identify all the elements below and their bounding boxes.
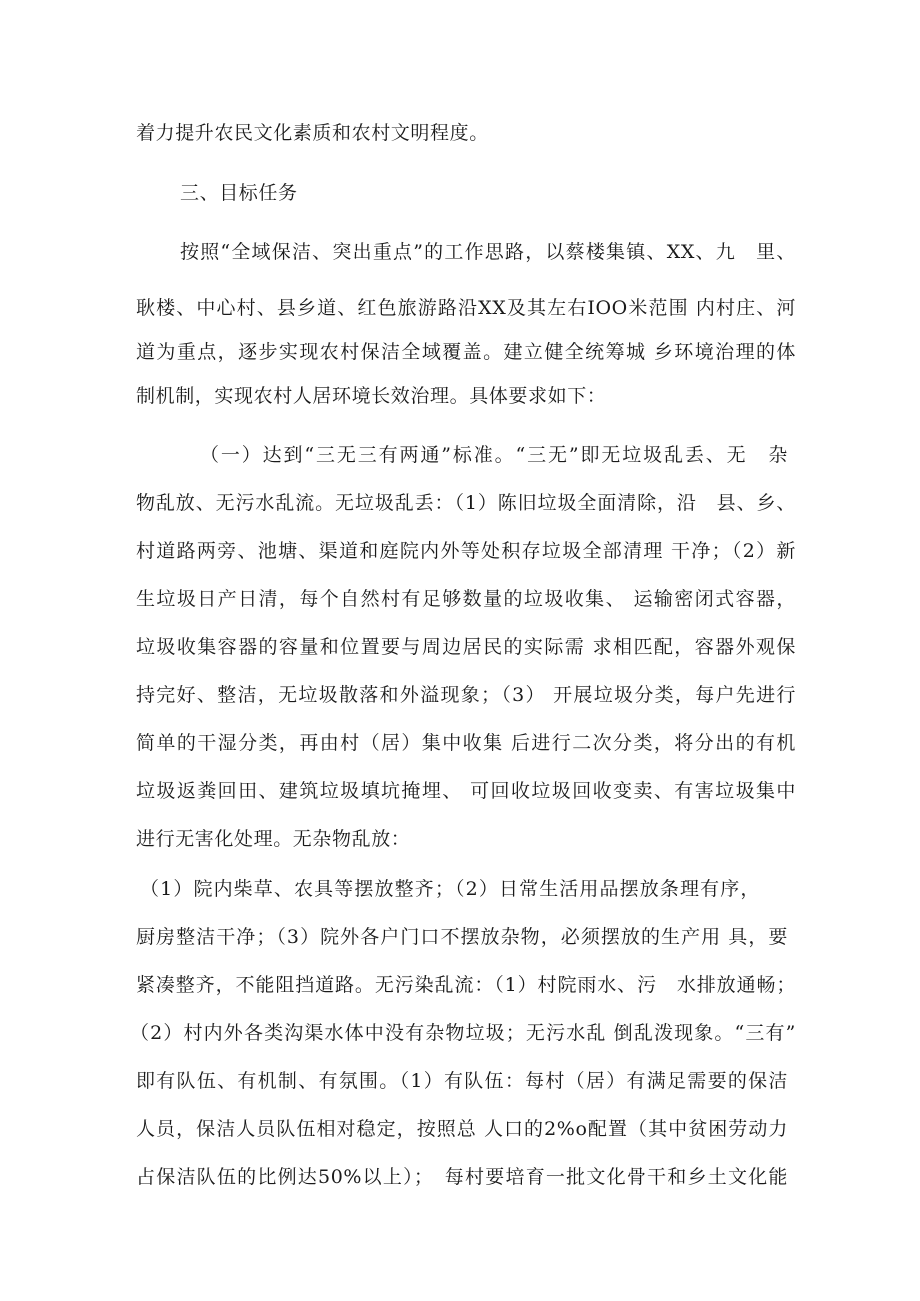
body-text-line: 道为重点，逐步实现农村保洁全域覆盖。建立健全统筹城 乡环境治理的体 (136, 341, 796, 363)
body-text-line: 耿楼、中心村、县乡道、红色旅游路沿XX及其左右IOO米范围 内村庄、河 (136, 297, 796, 319)
paragraph-first-line: （一）达到“三无三有两通”标准。“三无”即无垃圾乱丢、无 杂 (200, 444, 788, 466)
body-text-line: 进行无害化处理。无杂物乱放： (136, 828, 411, 850)
body-text-line: 村道路两旁、池塘、渠道和庭院内外等处积存垃圾全部清理 干净；（2）新 (136, 540, 796, 562)
body-text-line: 生垃圾日产日清，每个自然村有足够数量的垃圾收集、 运输密闭式容器， (136, 588, 796, 610)
body-text-line: 制机制，实现农村人居环境长效治理。具体要求如下： (136, 385, 607, 407)
body-text-line: （2）村内外各类沟渠水体中没有杂物垃圾；无污水乱 倒乱泼现象。“三有” (130, 1022, 796, 1044)
body-text-line: 简单的干湿分类，再由村（居）集中收集 后进行二次分类，将分出的有机 (136, 732, 796, 754)
section-heading: 三、目标任务 (180, 182, 298, 204)
body-text-line: （1）院内柴草、农具等摆放整齐；（2）日常生活用品摆放条理有序， (140, 878, 760, 900)
body-text-line: 持完好、整洁，无垃圾散落和外溢现象；（3） 开展垃圾分类，每户先进行 (136, 684, 796, 706)
body-text-line: 垃圾收集容器的容量和位置要与周边居民的实际需 求相匹配，容器外观保 (136, 636, 796, 658)
body-text-line: 人员，保洁人员队伍相对稳定，按照总 人口的2%o配置（其中贫困劳动力 (136, 1118, 788, 1140)
paragraph-first-line: 按照“全域保洁、突出重点”的工作思路，以蔡楼集镇、XX、九 里、 (180, 241, 796, 263)
body-text-line: 厨房整洁干净；（3）院外各户门口不摆放杂物，必须摆放的生产用 具，要 (136, 926, 788, 948)
body-text-line: 即有队伍、有机制、有氛围。（1）有队伍：每村（居）有满足需要的保洁 (136, 1070, 788, 1092)
body-text-line: 紧凑整齐，不能阻挡道路。无污染乱流：（1）村院雨水、污 水排放通畅； (136, 974, 796, 996)
body-text-line: 垃圾返粪回田、建筑垃圾填坑掩埋、 可回收垃圾回收变卖、有害垃圾集中 (136, 780, 796, 802)
body-text-line: 着力提升农民文化素质和农村文明程度。 (136, 122, 489, 144)
body-text-line: 物乱放、无污水乱流。无垃圾乱丢：（1）陈旧垃圾全面清除，沿 县、乡、 (136, 492, 796, 514)
body-text-line: 占保洁队伍的比例达50%以上）； 每村要培育一批文化骨干和乡土文化能 (136, 1166, 788, 1188)
